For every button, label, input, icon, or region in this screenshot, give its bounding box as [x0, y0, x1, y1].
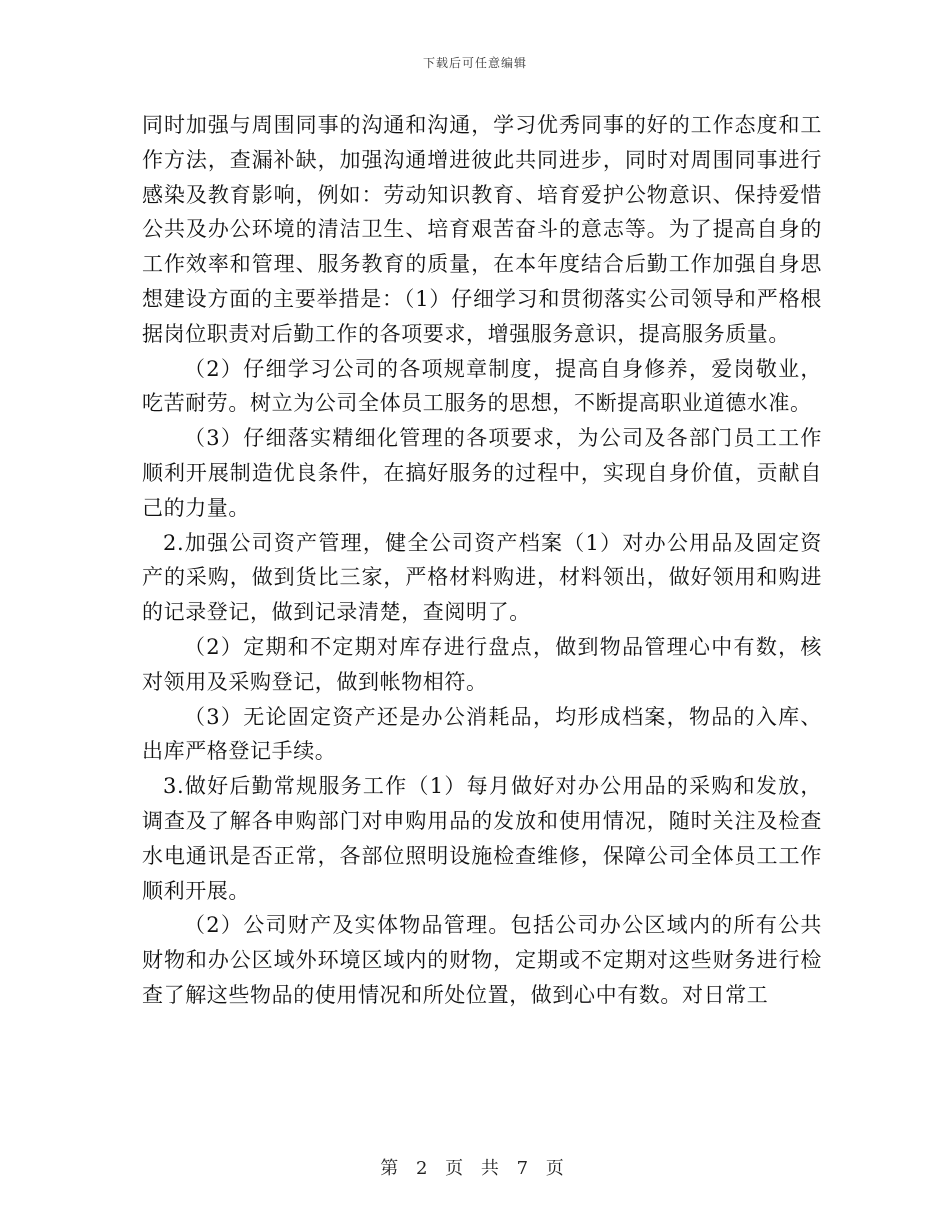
paragraph: 同时加强与周围同事的沟通和沟通，学习优秀同事的好的工作态度和工作方法，查漏补缺，加强沟通增进彼此共同进步，同时对周围同事进行感染及教育影响，例如：劳动知识教育、培育爱护公物意识、保持爱惜公共及办公环境的清洁卫生、培育艰苦奋斗的意志等。为了提高自身的工作效率和管理、服务教育的质量，在本年度结合后勤工作加强自身思想建设方面的主要举措是：（1）仔细学习和贯彻落实公司领导和严格根据岗位职责对后勤工作的各项要求，增强服务意识，提高服务质量。 [142, 113, 822, 346]
header-note: 下载后可任意编辑 [422, 56, 527, 70]
paragraph: （3）仔细落实精细化管理的各项要求，为公司及各部门员工工作顺利开展制造优良条件，在搞好服务的过程中，实现自身价值，贡献自己的力量。 [142, 426, 822, 520]
page-number: 第 2 页 共 7 页 [380, 1158, 570, 1179]
paragraph: （2）定期和不定期对库存进行盘点，做到物品管理心中有数，核对领用及采购登记，做到帐物相符。 [142, 634, 822, 694]
paragraph: 3.做好后勤常规服务工作（1）每月做好对办公用品的采购和发放，调查及了解各申购部门对申购用品的发放和使用情况，随时关注及检查水电通讯是否正常，各部位照明设施检查维修，保障公司全体员工工作顺利开展。 [142, 774, 822, 903]
paragraph: （3）无论固定资产还是办公消耗品，均形成档案，物品的入库、出库严格登记手续。 [142, 704, 822, 764]
document-body [142, 108, 822, 1013]
paragraph: （2）仔细学习公司的各项规章制度，提高自身修养，爱岗敬业，吃苦耐劳。树立为公司全体员工服务的思想，不断提高职业道德水准。 [142, 356, 822, 416]
paragraph: 2.加强公司资产管理，健全公司资产档案（1）对办公用品及固定资产的采购，做到货比三家，严格材料购进，材料领出，做好领用和购进的记录登记，做到记录清楚，查阅明了。 [142, 530, 822, 625]
paragraph: （2）公司财产及实体物品管理。包括公司办公区域内的所有公共财物和办公区域外环境区域内的财物，定期或不定期对这些财务进行检查了解这些物品的使用情况和所处位置，做到心中有数。对日常工 [142, 913, 822, 1007]
